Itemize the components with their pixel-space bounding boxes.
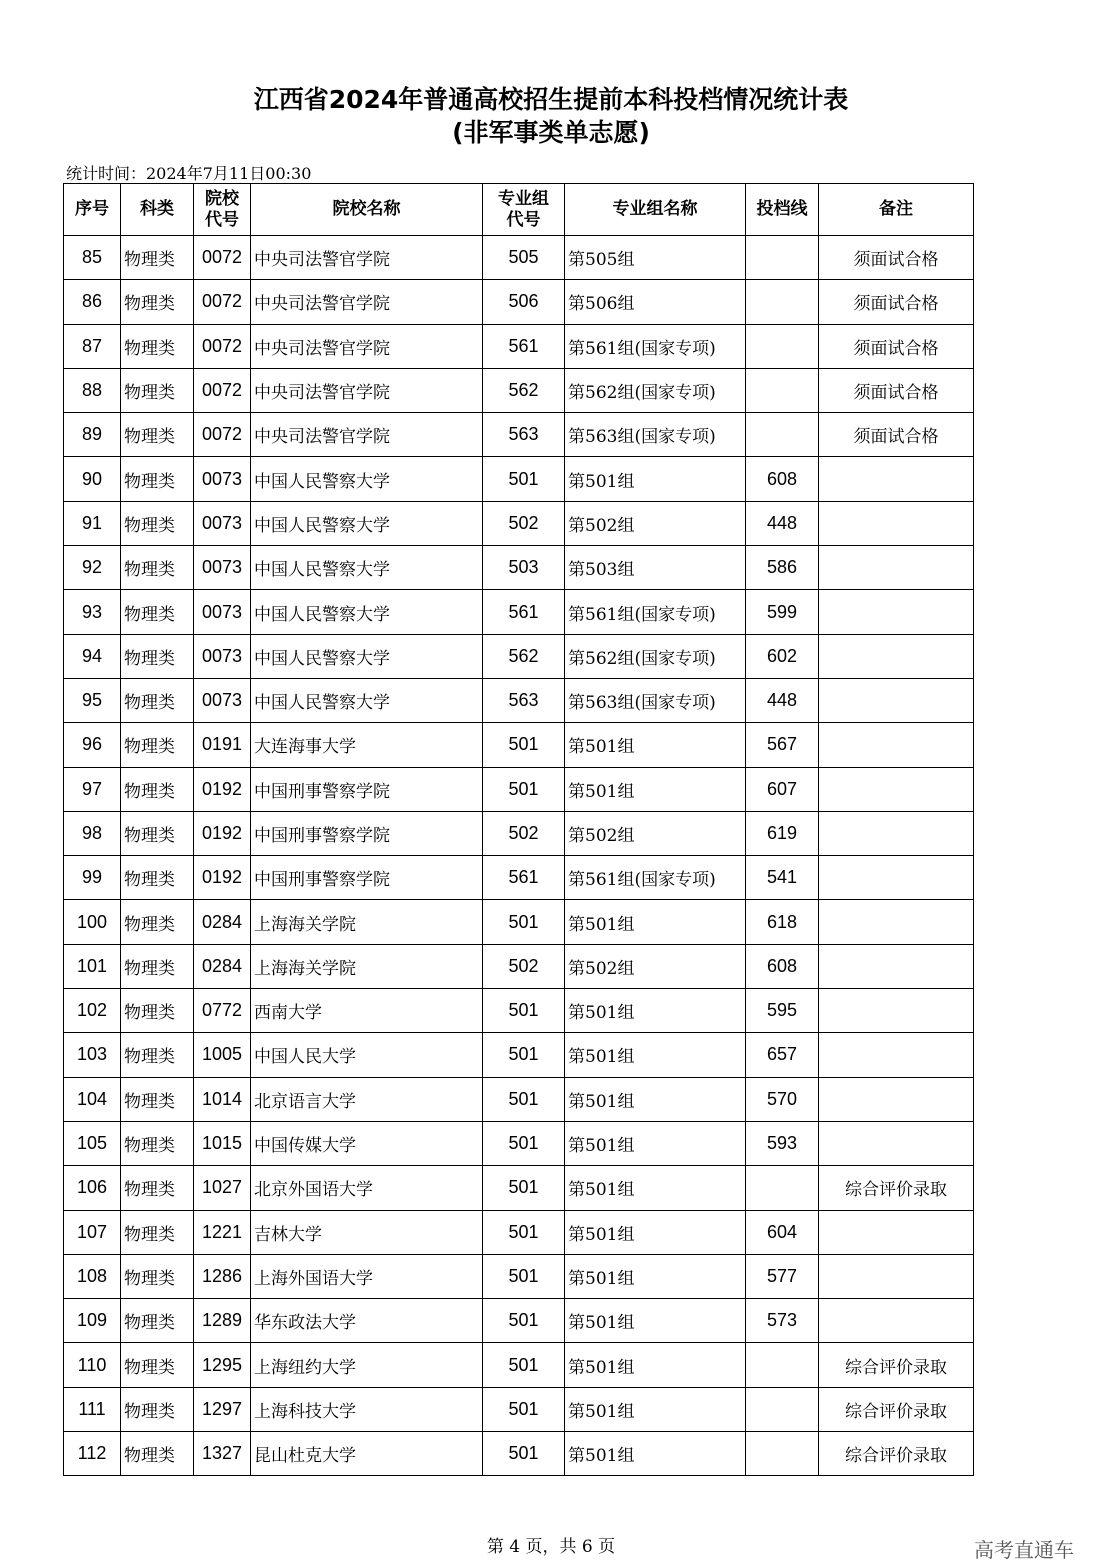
table-row bbox=[64, 236, 974, 280]
cell-seq: 98 bbox=[64, 811, 121, 855]
cell-group-code: 501 bbox=[483, 1033, 565, 1077]
header-seq: 序号 bbox=[64, 184, 121, 236]
cell-school-code: 1014 bbox=[194, 1077, 251, 1121]
cell-school-code: 0284 bbox=[194, 944, 251, 988]
cell-school-code: 0772 bbox=[194, 989, 251, 1033]
table-row bbox=[64, 1299, 974, 1343]
cell-category: 物理类 bbox=[121, 678, 194, 722]
cell-score: 570 bbox=[746, 1077, 819, 1121]
table-row bbox=[64, 1432, 974, 1476]
cell-seq: 89 bbox=[64, 413, 121, 457]
cell-school-code: 0073 bbox=[194, 501, 251, 545]
cell-remark bbox=[819, 811, 974, 855]
stat-time: 统计时间：2024年7月11日00:30 bbox=[66, 164, 312, 183]
cell-group-name: 第503组 bbox=[565, 546, 746, 590]
cell-category: 物理类 bbox=[121, 1121, 194, 1165]
cell-score: 448 bbox=[746, 501, 819, 545]
cell-category: 物理类 bbox=[121, 236, 194, 280]
cell-group-name: 第501组 bbox=[565, 1033, 746, 1077]
cell-group-name: 第562组(国家专项) bbox=[565, 368, 746, 412]
cell-school-name: 中国人民警察大学 bbox=[251, 590, 483, 634]
cell-category: 物理类 bbox=[121, 368, 194, 412]
cell-remark: 综合评价录取 bbox=[819, 1343, 974, 1387]
table-row bbox=[64, 944, 974, 988]
cell-school-name: 西南大学 bbox=[251, 989, 483, 1033]
cell-school-code: 0072 bbox=[194, 280, 251, 324]
page-title: 江西省2024年普通高校招生提前本科投档情况统计表 bbox=[253, 85, 849, 114]
table-row bbox=[64, 856, 974, 900]
table-row bbox=[64, 811, 974, 855]
cell-seq: 101 bbox=[64, 944, 121, 988]
cell-seq: 90 bbox=[64, 457, 121, 501]
cell-remark bbox=[819, 634, 974, 678]
cell-category: 物理类 bbox=[121, 1387, 194, 1431]
cell-remark: 综合评价录取 bbox=[819, 1387, 974, 1431]
cell-group-code: 501 bbox=[483, 1166, 565, 1210]
cell-category: 物理类 bbox=[121, 1166, 194, 1210]
cell-school-name: 中央司法警官学院 bbox=[251, 324, 483, 368]
table-row bbox=[64, 324, 974, 368]
cell-group-name: 第502组 bbox=[565, 811, 746, 855]
cell-group-name: 第501组 bbox=[565, 989, 746, 1033]
cell-category: 物理类 bbox=[121, 900, 194, 944]
cell-remark bbox=[819, 944, 974, 988]
cell-school-code: 1289 bbox=[194, 1299, 251, 1343]
cell-remark bbox=[819, 767, 974, 811]
cell-remark: 须面试合格 bbox=[819, 413, 974, 457]
cell-group-name: 第501组 bbox=[565, 900, 746, 944]
cell-seq: 85 bbox=[64, 236, 121, 280]
cell-group-name: 第501组 bbox=[565, 767, 746, 811]
table-row bbox=[64, 989, 974, 1033]
cell-group-code: 506 bbox=[483, 280, 565, 324]
cell-school-name: 华东政法大学 bbox=[251, 1299, 483, 1343]
cell-group-code: 501 bbox=[483, 1077, 565, 1121]
cell-group-name: 第502组 bbox=[565, 944, 746, 988]
cell-group-code: 502 bbox=[483, 811, 565, 855]
cell-seq: 86 bbox=[64, 280, 121, 324]
cell-school-name: 上海海关学院 bbox=[251, 900, 483, 944]
page-footer: 第 4 页，共 6 页 bbox=[486, 1537, 616, 1557]
cell-category: 物理类 bbox=[121, 723, 194, 767]
cell-group-code: 501 bbox=[483, 1254, 565, 1298]
cell-group-name: 第501组 bbox=[565, 1121, 746, 1165]
header-school-name: 院校名称 bbox=[251, 184, 483, 236]
cell-school-name: 中央司法警官学院 bbox=[251, 280, 483, 324]
cell-category: 物理类 bbox=[121, 944, 194, 988]
cell-seq: 96 bbox=[64, 723, 121, 767]
cell-score: 573 bbox=[746, 1299, 819, 1343]
cell-score: 595 bbox=[746, 989, 819, 1033]
cell-category: 物理类 bbox=[121, 501, 194, 545]
cell-group-code: 501 bbox=[483, 1432, 565, 1476]
cell-score bbox=[746, 1166, 819, 1210]
cell-seq: 88 bbox=[64, 368, 121, 412]
watermark: 高考直通车 bbox=[974, 1538, 1074, 1562]
cell-remark bbox=[819, 501, 974, 545]
cell-group-code: 501 bbox=[483, 989, 565, 1033]
cell-remark bbox=[819, 1210, 974, 1254]
cell-school-name: 大连海事大学 bbox=[251, 723, 483, 767]
cell-remark: 须面试合格 bbox=[819, 280, 974, 324]
cell-school-code: 0073 bbox=[194, 634, 251, 678]
cell-group-name: 第501组 bbox=[565, 1299, 746, 1343]
cell-score: 619 bbox=[746, 811, 819, 855]
cell-category: 物理类 bbox=[121, 1432, 194, 1476]
cell-category: 物理类 bbox=[121, 590, 194, 634]
table-row bbox=[64, 1033, 974, 1077]
table-row bbox=[64, 634, 974, 678]
cell-remark bbox=[819, 1121, 974, 1165]
cell-score bbox=[746, 324, 819, 368]
cell-school-code: 0284 bbox=[194, 900, 251, 944]
cell-school-name: 上海科技大学 bbox=[251, 1387, 483, 1431]
cell-category: 物理类 bbox=[121, 1210, 194, 1254]
cell-school-name: 上海外国语大学 bbox=[251, 1254, 483, 1298]
cell-group-name: 第502组 bbox=[565, 501, 746, 545]
cell-remark: 须面试合格 bbox=[819, 324, 974, 368]
cell-score: 586 bbox=[746, 546, 819, 590]
cell-group-code: 561 bbox=[483, 590, 565, 634]
cell-seq: 87 bbox=[64, 324, 121, 368]
cell-school-name: 吉林大学 bbox=[251, 1210, 483, 1254]
cell-group-name: 第561组(国家专项) bbox=[565, 856, 746, 900]
cell-group-code: 501 bbox=[483, 1121, 565, 1165]
cell-school-code: 0072 bbox=[194, 236, 251, 280]
cell-group-name: 第501组 bbox=[565, 1210, 746, 1254]
cell-score: 604 bbox=[746, 1210, 819, 1254]
cell-seq: 105 bbox=[64, 1121, 121, 1165]
cell-category: 物理类 bbox=[121, 1343, 194, 1387]
table-row bbox=[64, 368, 974, 412]
header-school-code-label: 院校代号 bbox=[205, 188, 239, 230]
cell-group-name: 第561组(国家专项) bbox=[565, 590, 746, 634]
cell-category: 物理类 bbox=[121, 457, 194, 501]
cell-remark: 综合评价录取 bbox=[819, 1432, 974, 1476]
cell-score: 657 bbox=[746, 1033, 819, 1077]
cell-group-code: 501 bbox=[483, 1387, 565, 1431]
cell-category: 物理类 bbox=[121, 324, 194, 368]
cell-school-code: 1005 bbox=[194, 1033, 251, 1077]
cell-group-name: 第501组 bbox=[565, 1387, 746, 1431]
cell-seq: 103 bbox=[64, 1033, 121, 1077]
cell-seq: 112 bbox=[64, 1432, 121, 1476]
cell-score: 608 bbox=[746, 457, 819, 501]
cell-group-name: 第563组(国家专项) bbox=[565, 413, 746, 457]
table-row bbox=[64, 413, 974, 457]
table-row bbox=[64, 280, 974, 324]
cell-school-code: 1286 bbox=[194, 1254, 251, 1298]
cell-school-name: 北京外国语大学 bbox=[251, 1166, 483, 1210]
cell-school-code: 0072 bbox=[194, 413, 251, 457]
cell-score: 618 bbox=[746, 900, 819, 944]
cell-seq: 100 bbox=[64, 900, 121, 944]
cell-group-name: 第561组(国家专项) bbox=[565, 324, 746, 368]
cell-school-code: 1027 bbox=[194, 1166, 251, 1210]
cell-score: 577 bbox=[746, 1254, 819, 1298]
cell-school-code: 1297 bbox=[194, 1387, 251, 1431]
cell-category: 物理类 bbox=[121, 811, 194, 855]
cell-category: 物理类 bbox=[121, 1254, 194, 1298]
cell-school-name: 中国人民警察大学 bbox=[251, 678, 483, 722]
cell-seq: 108 bbox=[64, 1254, 121, 1298]
cell-school-name: 中央司法警官学院 bbox=[251, 236, 483, 280]
table-row bbox=[64, 767, 974, 811]
cell-school-code: 0073 bbox=[194, 678, 251, 722]
table-header-row bbox=[64, 184, 974, 236]
table-row bbox=[64, 1121, 974, 1165]
cell-category: 物理类 bbox=[121, 546, 194, 590]
cell-group-name: 第563组(国家专项) bbox=[565, 678, 746, 722]
cell-score bbox=[746, 1432, 819, 1476]
cell-seq: 93 bbox=[64, 590, 121, 634]
cell-remark bbox=[819, 590, 974, 634]
header-school-code bbox=[194, 184, 251, 236]
table-row bbox=[64, 723, 974, 767]
cell-seq: 106 bbox=[64, 1166, 121, 1210]
cell-school-code: 0192 bbox=[194, 856, 251, 900]
cell-group-code: 505 bbox=[483, 236, 565, 280]
cell-school-name: 北京语言大学 bbox=[251, 1077, 483, 1121]
cell-school-name: 中国刑事警察学院 bbox=[251, 767, 483, 811]
cell-seq: 95 bbox=[64, 678, 121, 722]
cell-school-name: 中国人民大学 bbox=[251, 1033, 483, 1077]
cell-score: 567 bbox=[746, 723, 819, 767]
header-score: 投档线 bbox=[746, 184, 819, 236]
cell-school-name: 中央司法警官学院 bbox=[251, 413, 483, 457]
cell-score bbox=[746, 236, 819, 280]
cell-seq: 92 bbox=[64, 546, 121, 590]
cell-group-name: 第506组 bbox=[565, 280, 746, 324]
header-group-code-label: 专业组代号 bbox=[498, 188, 549, 230]
cell-school-code: 0072 bbox=[194, 368, 251, 412]
table-row bbox=[64, 1077, 974, 1121]
cell-category: 物理类 bbox=[121, 1299, 194, 1343]
cell-group-name: 第501组 bbox=[565, 1166, 746, 1210]
cell-group-name: 第505组 bbox=[565, 236, 746, 280]
cell-remark bbox=[819, 989, 974, 1033]
cell-school-name: 中国人民警察大学 bbox=[251, 501, 483, 545]
cell-remark bbox=[819, 723, 974, 767]
cell-school-code: 0072 bbox=[194, 324, 251, 368]
cell-remark bbox=[819, 546, 974, 590]
cell-score: 448 bbox=[746, 678, 819, 722]
cell-remark bbox=[819, 1077, 974, 1121]
cell-school-code: 1221 bbox=[194, 1210, 251, 1254]
cell-school-code: 0073 bbox=[194, 546, 251, 590]
cell-group-code: 501 bbox=[483, 723, 565, 767]
cell-group-code: 501 bbox=[483, 1210, 565, 1254]
cell-remark bbox=[819, 856, 974, 900]
cell-remark bbox=[819, 1254, 974, 1298]
cell-group-code: 501 bbox=[483, 1299, 565, 1343]
cell-group-code: 561 bbox=[483, 324, 565, 368]
cell-school-name: 中国刑事警察学院 bbox=[251, 811, 483, 855]
cell-school-name: 中央司法警官学院 bbox=[251, 368, 483, 412]
header-remark: 备注 bbox=[819, 184, 974, 236]
cell-school-name: 中国人民警察大学 bbox=[251, 634, 483, 678]
table-row bbox=[64, 501, 974, 545]
cell-seq: 97 bbox=[64, 767, 121, 811]
cell-school-code: 1015 bbox=[194, 1121, 251, 1165]
cell-seq: 99 bbox=[64, 856, 121, 900]
cell-remark: 须面试合格 bbox=[819, 368, 974, 412]
table-row bbox=[64, 1343, 974, 1387]
cell-group-code: 501 bbox=[483, 767, 565, 811]
cell-remark bbox=[819, 678, 974, 722]
cell-category: 物理类 bbox=[121, 856, 194, 900]
page-subtitle: (非军事类单志愿) bbox=[452, 118, 650, 147]
cell-school-code: 0192 bbox=[194, 811, 251, 855]
cell-group-code: 502 bbox=[483, 944, 565, 988]
cell-category: 物理类 bbox=[121, 634, 194, 678]
cell-school-name: 中国传媒大学 bbox=[251, 1121, 483, 1165]
cell-school-code: 1295 bbox=[194, 1343, 251, 1387]
header-group-name: 专业组名称 bbox=[565, 184, 746, 236]
cell-group-code: 501 bbox=[483, 900, 565, 944]
header-category: 科类 bbox=[121, 184, 194, 236]
cell-school-code: 0192 bbox=[194, 767, 251, 811]
cell-school-code: 0073 bbox=[194, 590, 251, 634]
cell-group-name: 第501组 bbox=[565, 1343, 746, 1387]
cell-school-name: 中国人民警察大学 bbox=[251, 546, 483, 590]
cell-group-name: 第501组 bbox=[565, 1432, 746, 1476]
cell-category: 物理类 bbox=[121, 1077, 194, 1121]
cell-remark: 综合评价录取 bbox=[819, 1166, 974, 1210]
cell-seq: 107 bbox=[64, 1210, 121, 1254]
cell-school-name: 上海纽约大学 bbox=[251, 1343, 483, 1387]
cell-school-code: 0073 bbox=[194, 457, 251, 501]
cell-score bbox=[746, 1387, 819, 1431]
cell-score bbox=[746, 280, 819, 324]
cell-seq: 109 bbox=[64, 1299, 121, 1343]
cell-group-code: 563 bbox=[483, 413, 565, 457]
cell-score bbox=[746, 368, 819, 412]
cell-remark bbox=[819, 1299, 974, 1343]
cell-group-code: 501 bbox=[483, 1343, 565, 1387]
cell-score bbox=[746, 413, 819, 457]
admission-table bbox=[63, 183, 974, 1476]
cell-remark: 须面试合格 bbox=[819, 236, 974, 280]
cell-seq: 111 bbox=[64, 1387, 121, 1431]
cell-seq: 110 bbox=[64, 1343, 121, 1387]
cell-school-name: 昆山杜克大学 bbox=[251, 1432, 483, 1476]
cell-group-code: 561 bbox=[483, 856, 565, 900]
cell-seq: 102 bbox=[64, 989, 121, 1033]
cell-category: 物理类 bbox=[121, 280, 194, 324]
cell-seq: 91 bbox=[64, 501, 121, 545]
cell-group-code: 563 bbox=[483, 678, 565, 722]
table-row bbox=[64, 590, 974, 634]
table-row bbox=[64, 1166, 974, 1210]
cell-group-code: 502 bbox=[483, 501, 565, 545]
cell-remark bbox=[819, 1033, 974, 1077]
cell-category: 物理类 bbox=[121, 767, 194, 811]
cell-score: 608 bbox=[746, 944, 819, 988]
cell-remark bbox=[819, 900, 974, 944]
cell-seq: 104 bbox=[64, 1077, 121, 1121]
cell-group-name: 第501组 bbox=[565, 723, 746, 767]
cell-score: 541 bbox=[746, 856, 819, 900]
table-row bbox=[64, 1387, 974, 1431]
cell-group-name: 第501组 bbox=[565, 457, 746, 501]
table-row bbox=[64, 678, 974, 722]
table-row bbox=[64, 1254, 974, 1298]
table-body bbox=[64, 236, 974, 1476]
cell-group-code: 503 bbox=[483, 546, 565, 590]
cell-school-code: 1327 bbox=[194, 1432, 251, 1476]
cell-school-name: 上海海关学院 bbox=[251, 944, 483, 988]
cell-score: 602 bbox=[746, 634, 819, 678]
cell-group-name: 第501组 bbox=[565, 1254, 746, 1298]
table-row bbox=[64, 1210, 974, 1254]
header-group-code bbox=[483, 184, 565, 236]
cell-school-code: 0191 bbox=[194, 723, 251, 767]
cell-category: 物理类 bbox=[121, 989, 194, 1033]
cell-seq: 94 bbox=[64, 634, 121, 678]
cell-score bbox=[746, 1343, 819, 1387]
cell-group-code: 562 bbox=[483, 634, 565, 678]
cell-category: 物理类 bbox=[121, 413, 194, 457]
cell-category: 物理类 bbox=[121, 1033, 194, 1077]
cell-score: 599 bbox=[746, 590, 819, 634]
cell-group-name: 第562组(国家专项) bbox=[565, 634, 746, 678]
cell-score: 607 bbox=[746, 767, 819, 811]
cell-group-code: 501 bbox=[483, 457, 565, 501]
cell-remark bbox=[819, 457, 974, 501]
cell-group-code: 562 bbox=[483, 368, 565, 412]
cell-school-name: 中国刑事警察学院 bbox=[251, 856, 483, 900]
cell-school-name: 中国人民警察大学 bbox=[251, 457, 483, 501]
table-row bbox=[64, 900, 974, 944]
table-row bbox=[64, 457, 974, 501]
cell-score: 593 bbox=[746, 1121, 819, 1165]
cell-group-name: 第501组 bbox=[565, 1077, 746, 1121]
table-row bbox=[64, 546, 974, 590]
